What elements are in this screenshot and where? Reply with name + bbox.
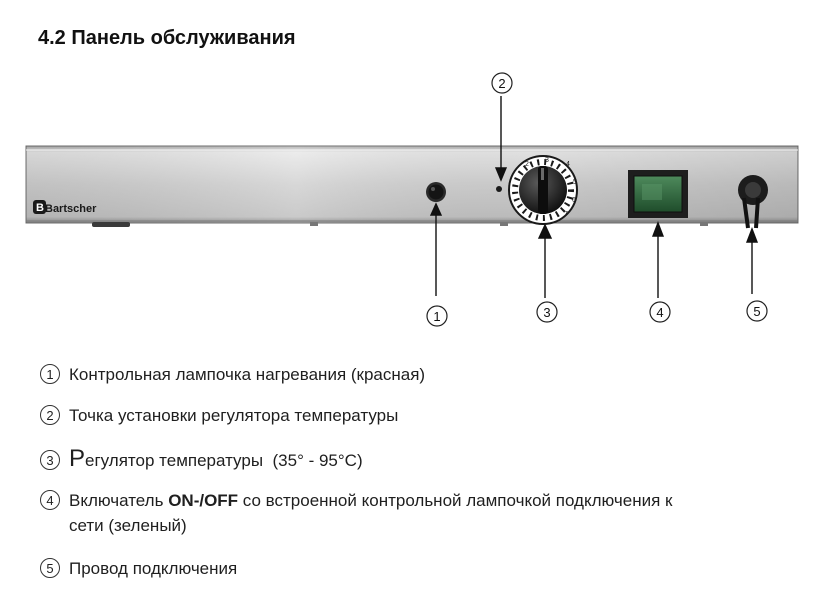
svg-text:4: 4 xyxy=(656,305,664,320)
legend-number: 3 xyxy=(40,450,60,470)
legend-number: 4 xyxy=(40,490,60,510)
svg-text:2: 2 xyxy=(498,76,506,91)
svg-text:4: 4 xyxy=(566,161,570,168)
legend-number: 2 xyxy=(40,405,60,425)
svg-text:3: 3 xyxy=(543,305,551,320)
legend-item-3 xyxy=(40,446,363,473)
legend-text: егулятор температуры xyxy=(85,451,264,470)
legend-text: Включатель xyxy=(69,491,169,510)
callout-5 xyxy=(747,301,767,321)
callout-2 xyxy=(492,73,512,93)
svg-text:2: 2 xyxy=(525,161,529,168)
thermostat-knob-icon xyxy=(509,156,577,224)
legend-text: Контрольная лампочка нагревания (красная) xyxy=(69,365,426,384)
section-heading: 4.2 Панель обслуживания xyxy=(38,27,296,49)
heating-lamp-icon xyxy=(426,182,446,202)
svg-text:1: 1 xyxy=(433,309,441,324)
legend-item-1 xyxy=(40,362,425,387)
legend-number: 5 xyxy=(40,558,60,578)
legend-text: Точка установки регулятора температуры xyxy=(69,406,399,425)
svg-text:6: 6 xyxy=(572,197,576,204)
legend-item-2 xyxy=(40,403,398,428)
legend-text: Провод подключения xyxy=(69,559,238,578)
on-off-switch-icon xyxy=(628,170,688,218)
svg-text:Bartscher: Bartscher xyxy=(45,203,97,215)
legend-text-initial: Р xyxy=(69,445,86,472)
svg-text:7: 7 xyxy=(564,211,568,218)
callout-1 xyxy=(427,306,447,326)
temperature-range: (35° - 95°C) xyxy=(272,451,363,470)
svg-text:3: 3 xyxy=(545,157,549,164)
callout-3 xyxy=(537,302,557,322)
svg-text:5: 5 xyxy=(573,179,577,186)
svg-text:5: 5 xyxy=(753,304,761,319)
on-off-label: ON-/OFF xyxy=(168,491,239,510)
legend-text: со встроенной контрольной лампочкой подключения к xyxy=(238,491,673,510)
legend-text-line2: сети (зеленый) xyxy=(69,516,187,535)
svg-text:B: B xyxy=(36,202,44,214)
panel-foot xyxy=(92,222,130,227)
bartscher-logo xyxy=(33,200,97,215)
setpoint-dot xyxy=(496,186,502,192)
legend-text-block xyxy=(69,488,794,538)
legend-item-4 xyxy=(40,488,794,538)
legend-number: 1 xyxy=(40,364,60,384)
legend-item-5 xyxy=(40,556,237,581)
callout-4 xyxy=(650,302,670,322)
